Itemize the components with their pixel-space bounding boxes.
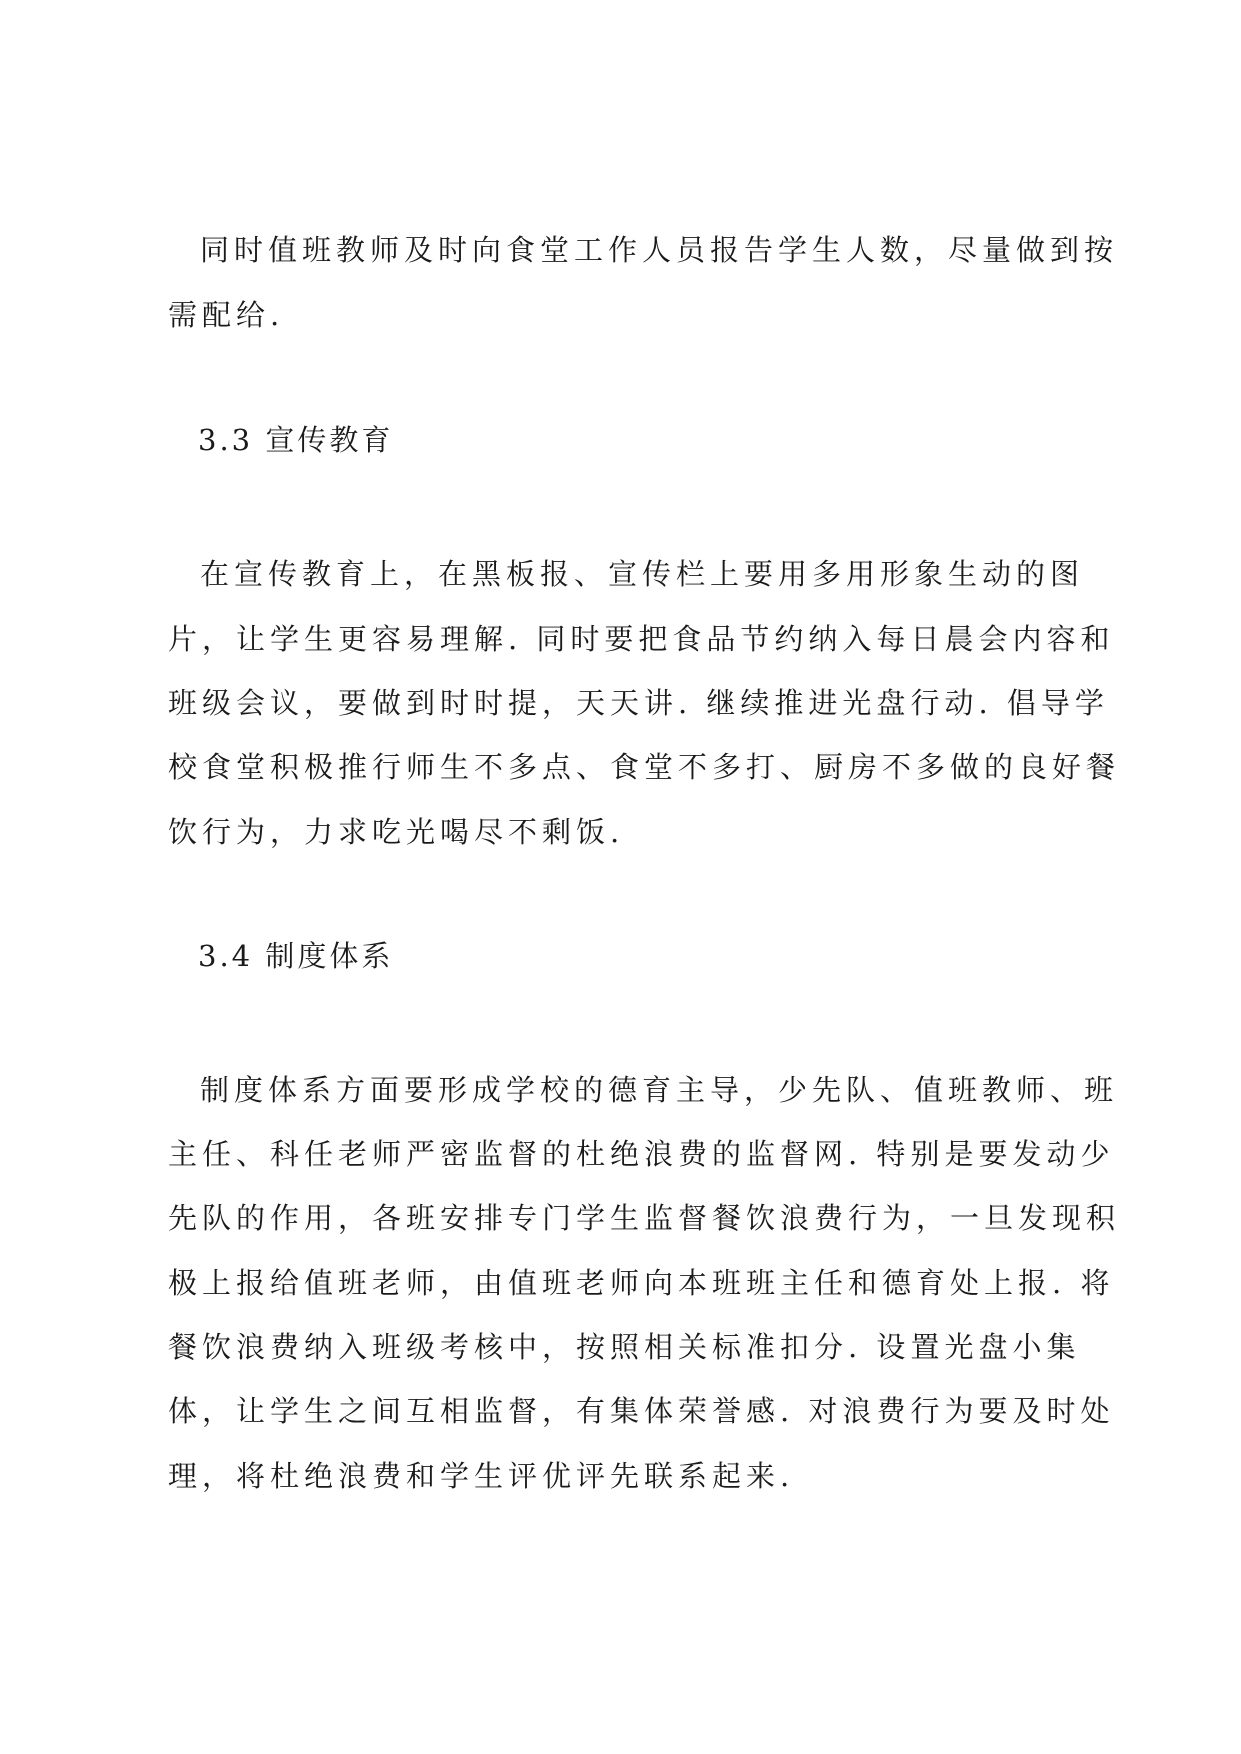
section-heading-3-3: 3.3 宣传教育 xyxy=(198,423,394,457)
paragraph-line: 理，将杜绝浪费和学生评优评先联系起来. xyxy=(168,1459,795,1493)
paragraph-line: 制度体系方面要形成学校的德育主导，少先队、值班教师、班 xyxy=(200,1073,1119,1107)
paragraph-line: 同时值班教师及时向食堂工作人员报告学生人数，尽量做到按 xyxy=(200,233,1119,267)
section-heading-3-4: 3.4 制度体系 xyxy=(198,939,394,973)
paragraph-line: 需配给. xyxy=(168,298,285,332)
paragraph-line: 在宣传教育上，在黑板报、宣传栏上要用多用形象生动的图 xyxy=(200,557,1085,591)
paragraph-line: 校食堂积极推行师生不多点、食堂不多打、厨房不多做的良好餐 xyxy=(168,750,1121,784)
paragraph-line: 主任、科任老师严密监督的杜绝浪费的监督网. 特别是要发动少 xyxy=(168,1137,1115,1171)
paragraph-line: 餐饮浪费纳入班级考核中，按照相关标准扣分. 设置光盘小集 xyxy=(168,1330,1081,1364)
paragraph-line: 班级会议，要做到时时提，天天讲. 继续推进光盘行动. 倡导学 xyxy=(168,686,1109,720)
paragraph-line: 极上报给值班老师，由值班老师向本班班主任和德育处上报. 将 xyxy=(168,1266,1115,1300)
paragraph-line: 先队的作用，各班安排专门学生监督餐饮浪费行为，一旦发现积 xyxy=(168,1201,1121,1235)
paragraph-line: 体，让学生之间互相监督，有集体荣誉感. 对浪费行为要及时处 xyxy=(168,1394,1115,1428)
paragraph-line: 片，让学生更容易理解. 同时要把食品节约纳入每日晨会内容和 xyxy=(168,622,1115,656)
paragraph-line: 饮行为，力求吃光喝尽不剩饭. xyxy=(168,815,625,849)
